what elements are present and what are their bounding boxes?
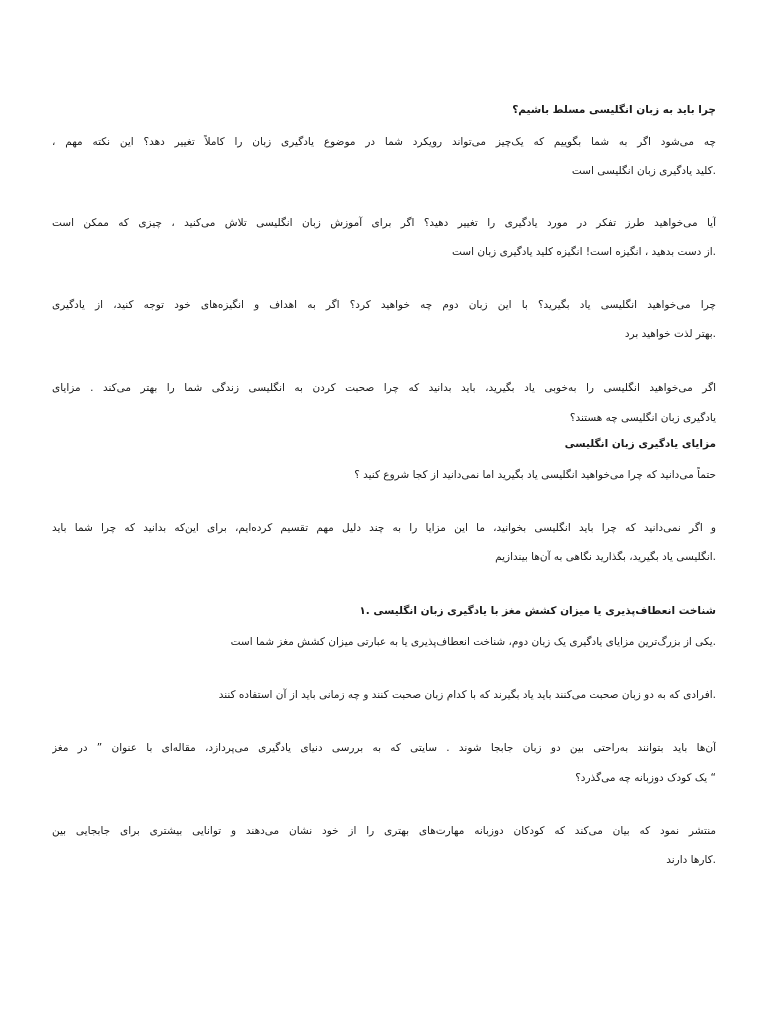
paragraph-line: “ یک کودک دوزبانه چه می‌گذرد؟ [575, 772, 716, 784]
paragraph-line: .کلید یادگیری زبان انگلیسی است [571, 165, 716, 177]
paragraph-line: اگر می‌خواهید انگلیسی را به‌خوبی یاد بگیرید، باید بدانید که چرا صحبت کردن به انگلیسی زندگی شما را بهتر می‌کند . مزایای [52, 382, 716, 394]
paragraph-line: .از دست بدهید ، انگیزه است! انگیزه کلید یادگیری زبان است [451, 246, 716, 258]
section-title: چرا باید به زبان انگلیسی مسلط باشیم؟ [512, 104, 716, 116]
paragraph-line: چه می‌شود اگر به شما بگوییم که یک‌چیز می‌تواند رویکرد شما در موضوع یادگیری زبان را کاملاً تغییر دهد؟ این نکته مهم ، [52, 136, 716, 148]
paragraph-line: .بهتر لذت خواهید برد [624, 328, 716, 340]
paragraph-line: چرا می‌خواهید انگلیسی یاد بگیرید؟ با این زبان دوم چه خواهید کرد؟ اگر به اهداف و انگیزه‌های خود توجه کنید، از یادگیری [52, 299, 716, 311]
paragraph-line: .یکی از بزرگ‌ترین مزایای یادگیری یک زبان دوم، شناخت انعطاف‌پذیری یا به عبارتی میزان کشش مغز شما است [230, 636, 716, 648]
subsection-title: شناخت انعطاف‌پذیری یا میزان کشش مغز با یادگیری زبان انگلیسی .۱ [359, 605, 716, 617]
paragraph-line: .انگلیسی یاد بگیرید، بگذارید نگاهی به آن‌ها بیندازیم [495, 551, 716, 563]
paragraph-line: و اگر نمی‌دانید که چرا باید انگلیسی بخوانید، ما این مزایا را به چند دلیل مهم تقسیم کرده‌ایم، برای این‌که بدانید که چرا شما باید [52, 522, 716, 534]
paragraph-line: آن‌ها باید بتوانند به‌راحتی بین دو زبان جابجا شوند . سایتی که به بررسی دنیای یادگیری می‌پردازد، مقاله‌ای با عنوان ” در مغز [52, 742, 716, 754]
paragraph-line: منتشر نمود که بیان می‌کند که کودکان دوزبانه مهارت‌های بهتری را از خود نشان می‌دهند و توانایی بیشتری برای جابجایی بین [52, 825, 716, 837]
paragraph-line: یادگیری زبان انگلیسی چه هستند؟ [569, 412, 716, 424]
subsection-title: مزایای یادگیری زبان انگلیسی [564, 438, 716, 450]
paragraph-line: .کارها دارند [666, 854, 716, 866]
paragraph-line: حتماً می‌دانید که چرا می‌خواهید انگلیسی یاد بگیرید اما نمی‌دانید از کجا شروع کنید ؟ [354, 469, 716, 481]
paragraph-line: آیا می‌خواهید طرز تفکر در مورد یادگیری را تغییر دهید؟ اگر برای آموزش زبان انگلیسی تلاش می‌کنید ، چیزی که ممکن است [52, 217, 716, 229]
paragraph-line: .افرادی که به دو زبان صحبت می‌کنند باید یاد بگیرند که با کدام زبان صحبت کنند و چه زمانی باید از آن استفاده کنند [218, 689, 716, 701]
